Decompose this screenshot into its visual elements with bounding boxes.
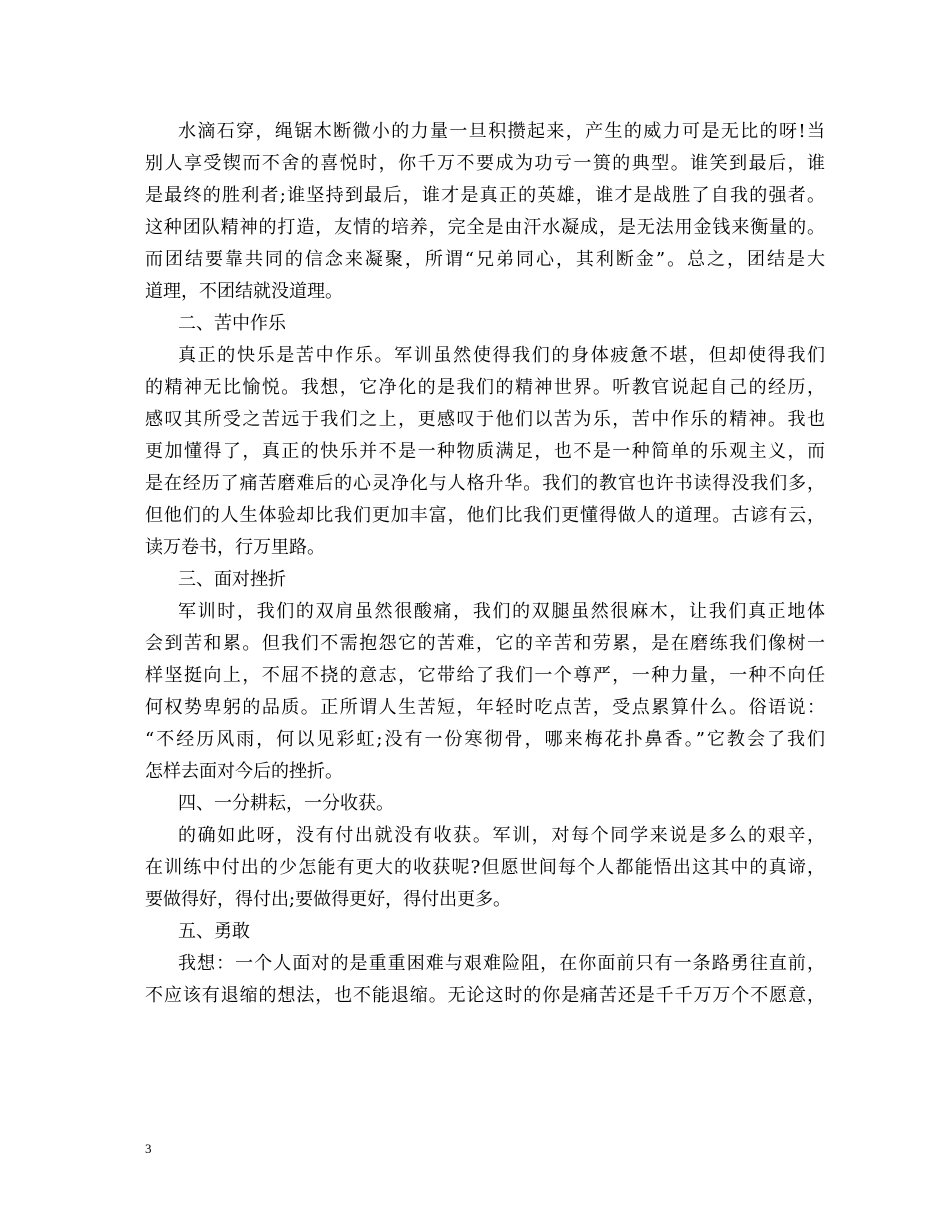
section-heading: 五、勇敢	[178, 921, 250, 942]
text-line: 更加懂得了，真正的快乐并不是一种物质满足，也不是一种简单的乐观主义，而	[145, 441, 825, 462]
text-line: 军训时，我们的双肩虽然很酸痛，我们的双腿虽然很麻木，让我们真正地体	[178, 601, 825, 622]
section-heading: 四、一分耕耘，一分收获。	[178, 793, 394, 814]
page-body-text	[145, 116, 825, 1012]
text-line: 在训练中付出的少怎能有更大的收获呢?但愿世间每个人都能悟出这其中的真谛，	[145, 857, 825, 878]
text-line: 真正的快乐是苦中作乐。军训虽然使得我们的身体疲惫不堪，但却使得我们	[178, 345, 825, 366]
text-line: 怎样去面对今后的挫折。	[145, 761, 343, 782]
page-number: 3	[145, 1141, 152, 1156]
text-line: 的确如此呀，没有付出就没有收获。军训，对每个同学来说是多么的艰辛，	[178, 825, 825, 846]
text-line: 样坚挺向上，不屈不挠的意志，它带给了我们一个尊严，一种力量，一种不向任	[145, 665, 825, 686]
section-heading: 三、面对挫折	[178, 569, 286, 590]
text-line: 但他们的人生体验却比我们更加丰富，他们比我们更懂得做人的道理。古谚有云，	[145, 505, 825, 526]
text-line: 读万卷书，行万里路。	[145, 537, 325, 558]
section-heading: 二、苦中作乐	[178, 313, 286, 334]
text-line: 会到苦和累。但我们不需抱怨它的苦难，它的辛苦和劳累，是在磨练我们像树一	[145, 633, 825, 654]
text-line: 是最终的胜利者;谁坚持到最后，谁才是真正的英雄，谁才是战胜了自我的强者。	[145, 185, 825, 206]
text-line: 水滴石穿，绳锯木断微小的力量一旦积攒起来，产生的威力可是无比的呀!当	[178, 121, 825, 142]
text-line: 道理，不团结就没道理。	[145, 281, 343, 302]
text-line: 这种团队精神的打造，友情的培养，完全是由汗水凝成，是无法用金钱来衡量的。	[145, 217, 825, 238]
text-line: 是在经历了痛苦磨难后的心灵净化与人格升华。我们的教官也许书读得没我们多，	[145, 473, 825, 494]
text-line: “不经历风雨，何以见彩虹;没有一份寒彻骨，哪来梅花扑鼻香。”它教会了我们	[145, 729, 825, 750]
text-line: 的精神无比愉悦。我想，它净化的是我们的精神世界。听教官说起自己的经历，	[145, 377, 825, 398]
text-line: 感叹其所受之苦远于我们之上，更感叹于他们以苦为乐，苦中作乐的精神。我也	[145, 409, 825, 430]
text-line: 而团结要靠共同的信念来凝聚，所谓“兄弟同心，其利断金”。总之，团结是大	[145, 249, 825, 270]
text-line: 要做得好，得付出;要做得更好，得付出更多。	[145, 889, 512, 910]
text-line: 何权势卑躬的品质。正所谓人生苦短，年轻时吃点苦，受点累算什么。俗语说：	[145, 697, 825, 718]
text-line: 别人享受锲而不舍的喜悦时，你千万不要成为功亏一篑的典型。谁笑到最后，谁	[145, 153, 825, 174]
text-line: 不应该有退缩的想法，也不能退缩。无论这时的你是痛苦还是千千万万个不愿意，	[145, 985, 825, 1006]
text-line: 我想：一个人面对的是重重困难与艰难险阻，在你面前只有一条路勇往直前，	[178, 953, 825, 974]
